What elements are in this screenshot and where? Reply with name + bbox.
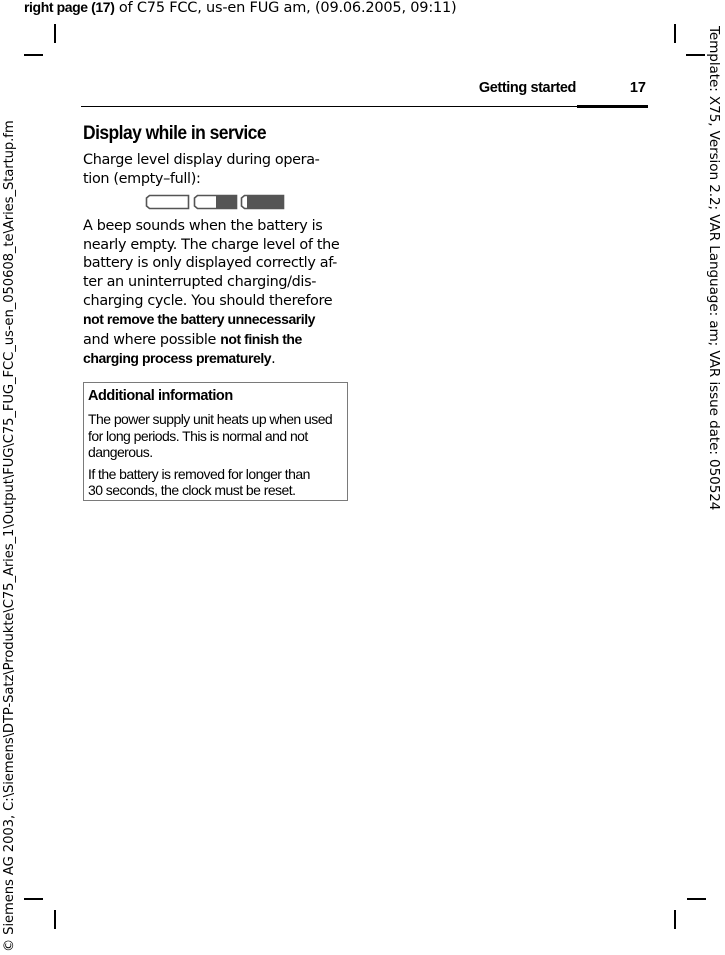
emphasis-text: not finish the [220, 330, 302, 347]
paragraph-line: nearly empty. The charge level of the [83, 236, 340, 253]
infobox-line: The power supply unit heats up when used [88, 411, 333, 427]
crop-mark-bottom-right-h [687, 898, 706, 900]
page-heading: Display while in service [83, 123, 267, 144]
crop-mark-bottom-left-v [54, 910, 56, 929]
crop-mark-bottom-left-h [24, 898, 43, 900]
additional-information-box [83, 382, 348, 501]
crop-mark-top-right-h [686, 54, 705, 56]
paragraph-line: A beep sounds when the battery is [83, 218, 323, 235]
print-slug [24, 0, 457, 16]
infobox-title: Additional information [88, 388, 233, 404]
page-number: 17 [629, 80, 646, 96]
running-head [81, 80, 648, 108]
header-rule [81, 106, 648, 107]
file-path-sidebar: © Siemens AG 2003, C:\Siemens\DTP-Satz\Produkte\C75_Aries_1\Output\FUG\C75_FUG_FCC_us-en_050608_te\Aries_Startup.fm [2, 120, 17, 952]
paragraph-line: charging cycle. You should therefore [83, 292, 333, 309]
emphasis-text: not remove the battery unnecessarily [83, 311, 315, 328]
battery-half-icon [193, 194, 238, 210]
infobox-paragraph [88, 466, 343, 499]
infobox-line: If the battery is removed for longer than [88, 465, 310, 482]
intro-paragraph [83, 151, 353, 188]
infobox-line: for long periods. This is normal and not [88, 427, 308, 444]
slug-details: of C75 FCC, us-en FUG am, (09.06.2005, 09:11) [114, 0, 457, 16]
main-column [83, 121, 353, 369]
header-rule-accent [577, 105, 648, 108]
section-title: Getting started [478, 80, 576, 96]
paragraph-line: ter an uninterrupted charging/dis- [83, 273, 317, 290]
sentence-end: . [271, 351, 276, 368]
battery-empty-icon [145, 194, 190, 210]
paragraph-line: battery is only displayed correctly af- [83, 255, 337, 272]
crop-mark-top-left-v [54, 24, 56, 43]
battery-paragraph [83, 217, 353, 369]
crop-mark-top-left-h [24, 54, 43, 56]
slug-page-label: right page (17) [24, 0, 115, 15]
infobox-line: dangerous. [88, 444, 153, 460]
battery-level-icons [83, 194, 353, 216]
crop-mark-bottom-right-v [674, 910, 676, 929]
infobox-line: 30 seconds, the clock must be reset. [88, 482, 296, 498]
paragraph-line: and where possible [83, 331, 221, 348]
emphasis-text: charging process prematurely [83, 350, 272, 367]
infobox-paragraph [88, 411, 343, 461]
crop-mark-top-right-v [674, 24, 676, 43]
template-info-sidebar: Template: X75, Version 2.2; VAR Language: am; VAR issue date: 050524 [706, 26, 722, 511]
intro-line: tion (empty–full): [83, 170, 201, 187]
intro-line: Charge level display during opera- [83, 152, 320, 168]
battery-full-icon [240, 194, 285, 210]
